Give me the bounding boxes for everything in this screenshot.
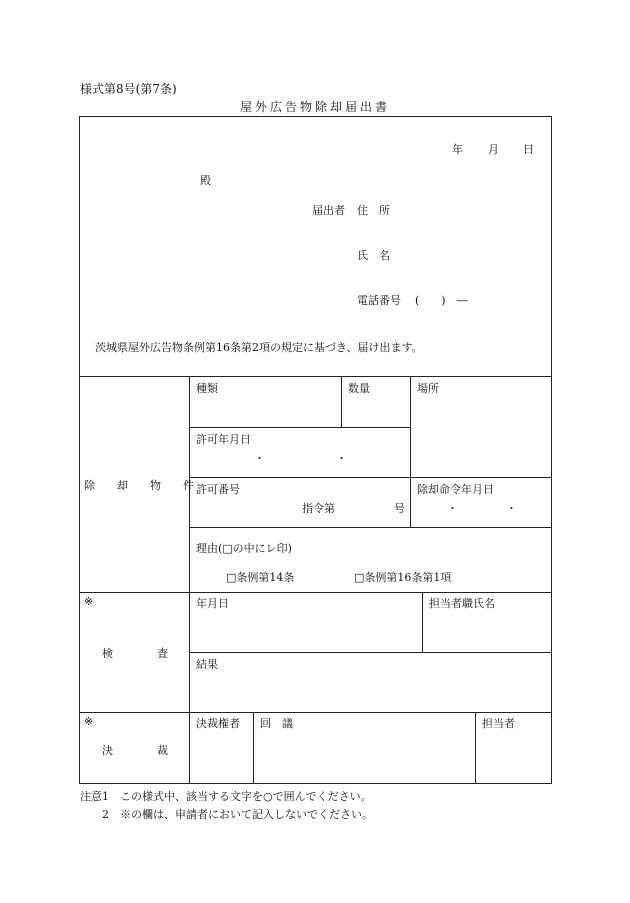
date-month-label: 月 <box>488 143 499 156</box>
permit-date-label: 許可年月日 <box>196 433 251 446</box>
divider-inspection-result <box>189 652 552 653</box>
permit-number-suffix: 号 <box>394 502 405 515</box>
divider-inspection-top <box>79 592 552 593</box>
type-label: 種類 <box>196 382 218 395</box>
decision-authority-label: 決裁権者 <box>196 717 240 730</box>
quantity-label: 数量 <box>348 382 370 395</box>
inspection-section-label: 検 査 <box>102 647 168 660</box>
divider-removal-top <box>79 376 552 377</box>
addressee-suffix: 殿 <box>200 174 211 187</box>
removal-order-date-label: 除却命令年月日 <box>417 483 494 496</box>
note-1: 注意1 この様式中、該当する文字を○で囲んでください。 <box>80 790 372 803</box>
divider-permit-date-row <box>189 477 552 478</box>
date-year-label: 年 <box>452 143 463 156</box>
divider-type-quantity <box>341 376 342 427</box>
removal-order-dot-2: ・ <box>506 502 517 515</box>
divider-decision-staff <box>475 712 476 784</box>
decision-section-label: 決 裁 <box>102 744 168 757</box>
permit-number-label: 許可番号 <box>196 483 240 496</box>
reason-label: 理由(□の中にレ印) <box>196 542 292 555</box>
divider-label-column <box>189 376 190 784</box>
address-label: 住 所 <box>357 204 390 217</box>
divider-type-row <box>189 427 410 428</box>
decision-circulation-label: 回 議 <box>260 717 293 730</box>
decision-staff-label: 担当者 <box>482 717 515 730</box>
reason-option-article-16: □条例第16条第1項 <box>354 571 452 584</box>
phone-format: ( ) ― <box>415 294 468 307</box>
inspection-result-label: 結果 <box>196 658 218 671</box>
permit-date-dot-2: ・ <box>336 452 347 465</box>
location-label: 場所 <box>417 382 439 395</box>
statement-text: 茨城県屋外広告物条例第16条第2項の規定に基づき、届け出ます。 <box>95 341 423 354</box>
name-label: 氏 名 <box>357 249 390 262</box>
form-number: 様式第8号(第7条) <box>80 82 177 96</box>
inspection-mark: ※ <box>84 595 94 608</box>
inspection-date-label: 年月日 <box>196 597 229 610</box>
divider-permit-number-row <box>189 527 552 528</box>
inspection-officer-label: 担当者職氏名 <box>429 597 495 610</box>
divider-decision-authority <box>253 712 254 784</box>
divider-inspection-officer <box>422 592 423 652</box>
phone-label: 電話番号 <box>357 294 401 307</box>
note-2: 2 ※の欄は、申請者において記入しないでください。 <box>102 808 373 821</box>
removal-section-label: 除 却 物 件 <box>84 479 194 492</box>
permit-number-prefix: 指令第 <box>302 502 335 515</box>
document-title: 屋外広告物除却届出書 <box>240 100 391 114</box>
divider-decision-top <box>79 712 552 713</box>
decision-mark: ※ <box>84 715 94 728</box>
divider-quantity-location <box>410 376 411 527</box>
notifier-label: 届出者 <box>312 204 345 217</box>
date-day-label: 日 <box>523 143 534 156</box>
removal-order-dot-1: ・ <box>447 502 458 515</box>
permit-date-dot-1: ・ <box>254 452 265 465</box>
reason-option-article-14: □条例第14条 <box>226 571 295 584</box>
